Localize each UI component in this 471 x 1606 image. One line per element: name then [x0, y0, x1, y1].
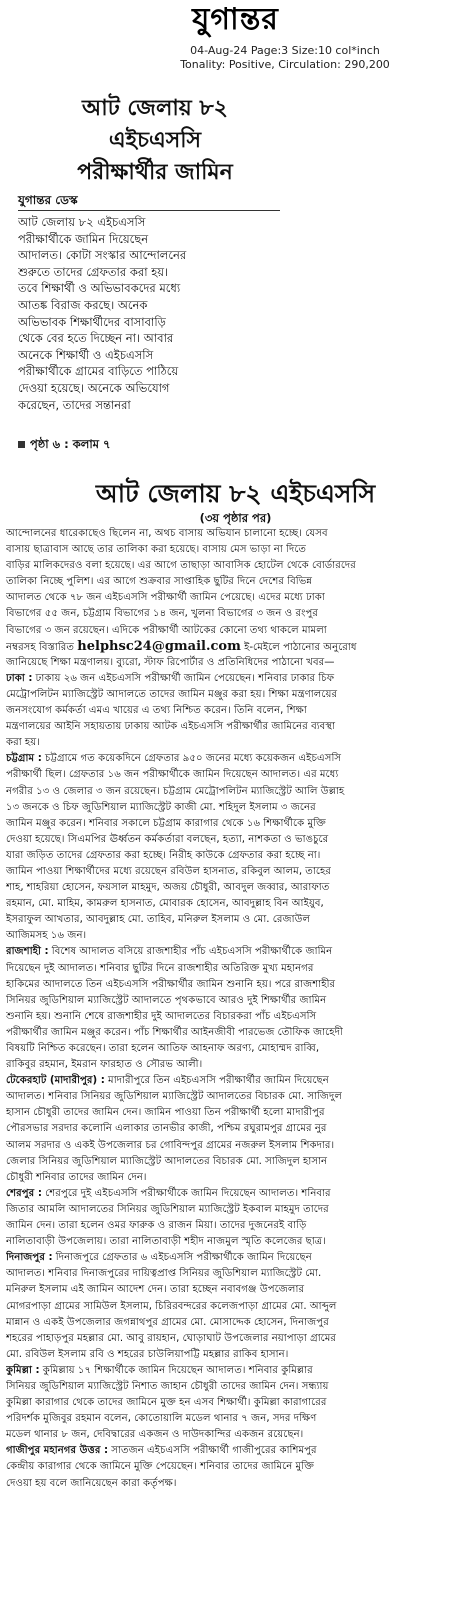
body-line — [6, 1331, 461, 1347]
body-text: ই-মেইলে পাঠানোর অনুরোধ — [240, 641, 357, 653]
body-line — [6, 816, 461, 832]
body-line — [6, 1073, 461, 1089]
section-dateline: রাজশাহী : — [6, 946, 49, 958]
section-dateline: ঢাকা : — [6, 672, 33, 684]
body-line — [6, 1234, 461, 1250]
lead-line: আতঙ্ক বিরাজ করছে। অনেক — [18, 297, 148, 312]
body-line — [6, 1459, 461, 1475]
meta-line-2: Tonality: Positive, Circulation: 290,200 — [180, 58, 390, 71]
clipping-meta — [120, 44, 450, 72]
body-text: ইসরাফুল আখতার, আবদুল্লাহ মো. তাহিব, মনিরুল ইসলাম ও মো. রেজাউল — [6, 914, 311, 926]
body-text: যারা জড়িত তাদের গ্রেফতার করা হচ্ছে। নিরীহ কাউকে গ্রেফতার করা হচ্ছে না। — [6, 849, 321, 861]
body-line — [6, 832, 461, 848]
body-text: বিশেষ আদালত বসিয়ে রাজশাহীর পাঁচ এইচএসসি পরীক্ষার্থীকে জামিন — [48, 946, 333, 958]
body-line — [6, 1154, 461, 1170]
body-line — [6, 1057, 461, 1073]
body-line — [6, 977, 461, 993]
body-line — [6, 784, 461, 800]
desk-byline: যুগান্তর ডেস্ক — [18, 193, 78, 207]
body-line — [6, 574, 461, 590]
body-text: সিনিয়র জুডিশিয়াল ম্যাজিস্ট্রেট নিশাত জাহান চৌধুরী তাদের জামিন দেন। সন্ধ্যায় — [6, 1380, 329, 1392]
body-text: কেন্দ্রীয় কারাগার থেকে জামিনে মুক্তি পেয়েছেন। শনিবার তাদের জামিনে মুক্তি — [6, 1461, 314, 1473]
body-text: চৌধুরী শনিবার তাদের জামিন দেন। — [6, 1171, 147, 1183]
lead-line: থেকে বের হতে দিচ্ছেন না। আবার — [18, 331, 174, 346]
masthead — [0, 0, 471, 40]
body-line — [6, 735, 461, 751]
body-text: মডেল থানার ৮ জন, দেবিদ্বারের একজন ও দাউদকান্দির একজন রয়েছেন। — [6, 1429, 304, 1441]
body-text: মেট্রোপলিটন ম্যাজিস্ট্রেট আদালতে তাদের জামিন মঞ্জুর করা হয়। শিক্ষা মন্ত্রণালয়ের — [6, 688, 338, 700]
divider — [18, 210, 280, 211]
body-text: জানিয়েছে শিক্ষা মন্ত্রণালয়। ব্যুরো, স্টাফ রিপোর্টার ও প্রতিনিধিদের পাঠানো খবর— — [6, 656, 335, 668]
section-dateline: টেকেরহাট (মাদারীপুর) : — [6, 1075, 105, 1087]
body-text: রহমান, মো. মাহিম, কামরুল হাসনাত, মোবারক হোসেন, আবদুল্লাহ বিন আইয়ুব, — [6, 898, 324, 910]
body-text: জনসংযোগ কর্মকর্তা এমএ খায়ের এ তথ্য নিশ্চিত করেন। তিনি বলেন, শিক্ষা — [6, 705, 307, 717]
lead-paragraph — [18, 214, 280, 413]
body-line — [6, 912, 461, 928]
body-text: আলম সরদার ও একই উপজেলার চর গোবিন্দপুর গ্রামের নজরুল ইসলাম শিকদার। — [6, 1139, 335, 1151]
body-line — [6, 703, 461, 719]
body-text: দেওয়া হয়েছে। সিএমপির ঊর্ধ্বতন কর্মকর্তারা বলছেন, হত্যা, নাশকতা ও ভাঙচুরে — [6, 833, 329, 845]
body-text: আদালত থেকে ৭৮ জন এইচএসসি পরীক্ষার্থী জামিন পেয়েছে। এদের মধ্যে ঢাকা — [6, 592, 325, 604]
body-line — [6, 1186, 461, 1202]
body-line — [6, 1315, 461, 1331]
lead-line: দেওয়া হয়েছে। অনেকে অভিযোগ — [18, 380, 170, 395]
square-bullet-icon — [18, 441, 25, 448]
continuation-headline: আট জেলায় ৮২ এইচএসসি — [95, 479, 376, 508]
body-line — [6, 1105, 461, 1121]
article-body — [6, 526, 461, 1492]
body-line — [6, 944, 461, 960]
body-text: মনিরুল ইসলাম এই জামিন আদেশ দেন। তারা হচ্ছেন নবাবগঞ্জ উপজেলার — [6, 1284, 305, 1296]
newspaper-logo: যুগান্তর — [192, 2, 279, 37]
lead-line: তবে শিক্ষার্থী ও অভিভাবকদের মধ্যে — [18, 281, 181, 296]
body-text: আন্দোলনের ধারেকাছেও ছিলেন না, অথচ বাসায় অভিযান চালানো হচ্ছে। যেসব — [6, 528, 328, 539]
body-text: কুমিল্লা কারাগার থেকে তাদের জামিনে মুক্ত হন এসব শিক্ষার্থী। কুমিল্লা কারাগারের — [6, 1397, 327, 1409]
body-text: হাকিমের আদালতে তিন এইচএসসি পরীক্ষার্থীর জামিন শুনানি হয়। পরে রাজশাহীর — [6, 978, 336, 990]
front-headline — [40, 92, 270, 188]
body-text: দেওয়া হয় বলে জানিয়েছেন কারা কর্তৃপক্ষ। — [6, 1477, 177, 1489]
body-line — [6, 655, 461, 671]
body-line — [6, 800, 461, 816]
body-line — [6, 526, 461, 542]
continued-from-label: (৩য় পৃষ্ঠার পর) — [199, 511, 272, 525]
body-line — [6, 1138, 461, 1154]
body-text: পৌরসভার সরদার কলোনি এলাকার তানভীর কাজী, পশ্চিম রঘুরামপুর গ্রামের নুর — [6, 1123, 327, 1135]
jump-reference — [18, 436, 111, 455]
body-text: নালিতাবাড়ী উপজেলায়। তারা নালিতাবাড়ী শহীদ নাজমুল স্মৃতি কলেজের ছাত্র। — [6, 1236, 326, 1248]
body-line — [6, 1041, 461, 1057]
jump-text: পৃষ্ঠা ৬ : কলাম ৭ — [30, 437, 111, 451]
body-line — [6, 1363, 461, 1379]
body-line — [6, 1089, 461, 1105]
body-text: চট্টগ্রামে গত কয়েকদিনে গ্রেফতার ৯৫০ জনের মধ্যে কয়েকজন এইচএসসি — [41, 753, 342, 765]
body-line — [6, 558, 461, 574]
body-line — [6, 639, 461, 655]
lead-line: আট জেলায় ৮২ এইচএসসি — [18, 215, 146, 229]
body-line — [6, 1218, 461, 1234]
section-dateline: দিনাজপুর : — [6, 1252, 53, 1264]
body-line — [6, 1347, 461, 1363]
body-text: সাতজন এইচএসসি পরীক্ষার্থী গাজীপুরের কাশিমপুর — [108, 1445, 317, 1457]
body-text: জামিন দেন। তারা হলেন ওমর ফারুক ও রাজন মিয়া। তাদের দুজনেরই বাড়ি — [6, 1220, 307, 1232]
body-text: শাহ, শাহরিয়া হোসেন, ফয়সাল মাহমুদ, অজয় চৌধুরী, আবদুল জব্বার, আরাফাত — [6, 882, 330, 894]
body-text: বিভাগের ৫৫ জন, চট্টগ্রাম বিভাগের ১৪ জন, খুলনা বিভাগের ৩ জন ও রংপুর — [6, 608, 318, 620]
body-line — [6, 1395, 461, 1411]
body-line — [6, 1009, 461, 1025]
body-line — [6, 993, 461, 1009]
body-line — [6, 542, 461, 558]
body-line — [6, 1202, 461, 1218]
meta-line-1: 04-Aug-24 Page:3 Size:10 col*inch — [190, 44, 380, 57]
body-line — [6, 896, 461, 912]
lead-line: করেছেন, তাদের সন্তানরা — [18, 397, 131, 412]
body-line — [6, 880, 461, 896]
body-line — [6, 961, 461, 977]
body-text: জামিন পাওয়া শিক্ষার্থীদের মধ্যে রয়েছেন রবিউল হাসনাত, রকিবুল আলম, তাহের — [6, 865, 331, 877]
body-line — [6, 1266, 461, 1282]
lead-line: পরীক্ষার্থীকে গ্রামের বাড়িতে পাঠিয়ে — [18, 364, 179, 379]
body-line — [6, 1299, 461, 1315]
front-headline-line: এইচএসসি — [108, 127, 202, 153]
lead-line: আদালত। কোটা সংস্কার আন্দোলনের — [18, 248, 187, 263]
body-line — [6, 623, 461, 639]
section-dateline: চট্টগ্রাম : — [6, 753, 42, 765]
body-text: মন্ত্রণালয়ের আইনি সহায়তায় ঢাকায় আটক এইচএসসি পরীক্ষার্থীর জামিনের ব্যবস্থা — [6, 721, 336, 733]
body-line — [6, 1170, 461, 1186]
body-text: নম্বরসহ বিস্তারিত — [6, 641, 75, 653]
body-text: ১৩ জনকে ও চিফ জুডিশিয়াল ম্যাজিস্ট্রেট কাজী মো. শহিদুল ইসলাম ৩ জনের — [6, 801, 316, 813]
body-text: কুমিল্লায় ১৭ শিক্ষার্থীকে জামিন দিয়েছেন আদালত। শনিবার কুমিল্লার — [39, 1364, 313, 1376]
body-text: বাড়ির মালিকদেরও বলা হয়েছে। এর আগে তাছাড়া আবাসিক হোটেল থেকে বোর্ডারদের — [6, 560, 356, 572]
email-address: helphsc24@gmail.com — [77, 638, 241, 654]
body-text: বিষয়টি নিশ্চিত করেছেন। তারা হলেন আতিফ আহনাফ অরণ্য, মোহাম্মদ রাব্বি, — [6, 1043, 320, 1054]
lead-line: পরীক্ষার্থীকে জামিন দিয়েছেন — [18, 231, 149, 246]
section-dateline: কুমিল্লা : — [6, 1364, 40, 1376]
body-line — [6, 1121, 461, 1137]
body-text: পরিদর্শক মুজিবুর রহমান বলেন, কোতোয়ালি মডেল থানার ৭ জন, সদর দক্ষিণ — [6, 1413, 317, 1425]
body-line — [6, 1411, 461, 1427]
body-text: দিয়েছেন দুই আদালত। শনিবার ছুটির দিনে রাজশাহীর অতিরিক্ত মুখ্য মহানগর — [6, 962, 314, 974]
section-dateline: গাজীপুর মহানগর উত্তর : — [6, 1445, 109, 1457]
body-text: সিনিয়র জুডিশিয়াল ম্যাজিস্ট্রেট আদালতে পৃথকভাবে আরও দুই শিক্ষার্থীর জামিন — [6, 994, 327, 1006]
body-text: তালিকা নিচ্ছে পুলিশ। এর আগে শুক্রবার সাপ্তাহিক ছুটির দিনে দেশের বিভিন্ন — [6, 576, 313, 588]
body-text: পরীক্ষার্থীর জামিন মঞ্জুর করেন। পাঁচ শিক্ষার্থীর আইনজীবী পারভেজ তৌফিক জাহেদী — [6, 1026, 343, 1038]
body-line — [6, 928, 461, 944]
body-text: হাসান চৌধুরী তাদের জামিন দেন। জামিন পাওয়া তিন পরীক্ষার্থী হলো মাদারীপুর — [6, 1107, 325, 1119]
body-text: করা হয়। — [6, 737, 40, 749]
body-line — [6, 719, 461, 735]
body-text: ঢাকায় ২৬ জন এইচএসসি পরীক্ষার্থী জামিন পেয়েছেন। শনিবার ঢাকার চিফ — [32, 672, 335, 684]
front-headline-line: আট জেলায় ৮২ — [82, 95, 228, 121]
body-text: আদালত। শনিবার সিনিয়র জুডিশিয়াল ম্যাজিস্ট্রেট আদালতের বিচারক মো. সাজিদুল — [6, 1091, 342, 1103]
body-line — [6, 671, 461, 687]
body-text: জেলার সিনিয়র জুডিশিয়াল ম্যাজিস্ট্রেট আদালতের বিচারক মো. সাজিদুল হাসান — [6, 1155, 328, 1167]
body-text: মো. রবিউল ইসলাম রবি ও শহরের চাউলিয়াপট্টি মহল্লার রাকিব হাসান। — [6, 1348, 289, 1360]
body-line — [6, 864, 461, 880]
body-text: পরীক্ষার্থী ছিল। গ্রেফতার ১৬ জন পরীক্ষার্থীকে জামিন দিয়েছেন আদালত। এর মধ্যে — [6, 769, 339, 781]
body-line — [6, 1282, 461, 1298]
body-text: মাদারীপুরে তিন এইচএসসি পরীক্ষার্থীর জামিন দিয়েছেন — [104, 1075, 329, 1087]
body-line — [6, 606, 461, 622]
body-line — [6, 687, 461, 703]
body-text: আজিমসহ ১৬ জন। — [6, 930, 87, 942]
body-text: শেরপুরে দুই এইচএসসি পরীক্ষার্থীকে জামিন দিয়েছেন আদালত। শনিবার — [41, 1187, 331, 1199]
body-line — [6, 590, 461, 606]
front-headline-line: পরীক্ষার্থীর জামিন — [77, 159, 233, 185]
body-text: রাকিবুর রহমান, ইমরান ফারহাত ও সৌরভ আলী। — [6, 1059, 203, 1071]
lead-line: অভিভাবক শিক্ষার্থীদের বাসাবাড়ি — [18, 314, 166, 329]
body-line — [6, 1025, 461, 1041]
body-text: মান্নান ও একই উপজেলার জগন্নাথপুর গ্রামের মো. মোসাদ্দেক হোসেন, দিনাজপুর — [6, 1316, 329, 1328]
body-line — [6, 848, 461, 864]
body-line — [6, 1427, 461, 1443]
lead-line: অনেকে শিক্ষার্থী ও এইচএসসি — [18, 347, 154, 362]
body-text: শুনানি হয়। শুনানি শেষে রাজশাহীর দুই আদালতের বিচারকরা পাঁচ এইচএসসি — [6, 1010, 317, 1022]
body-text: আদালত। শনিবার দিনাজপুরের দায়িত্বপ্রাপ্ত সিনিয়র জুডিশিয়াল ম্যাজিস্ট্রেট মো. — [6, 1268, 322, 1280]
body-line — [6, 1379, 461, 1395]
body-line — [6, 1476, 461, 1492]
body-text: বিভাগের ৩ জন রয়েছেন। এদিকে পরীক্ষার্থী আটকের কোনো তথ্য থাকলে মামলা — [6, 624, 327, 636]
body-text: শহরের পাহাড়পুর মহল্লার মো. আবু রায়হান, ঘোড়াঘাট উপজেলার নয়াপাড়া গ্রামের — [6, 1332, 337, 1344]
body-text: মোগরপাড়া গ্রামের সামিউল ইসলাম, চিরিরবন্দরের কলেজপাড়া গ্রামের মো. আব্দুল — [6, 1300, 337, 1312]
body-line — [6, 767, 461, 783]
section-dateline: শেরপুর : — [6, 1187, 42, 1199]
body-line — [6, 1443, 461, 1459]
body-text: দিনাজপুরে গ্রেফতার ৬ এইচএসসি পরীক্ষার্থীকে জামিন দিয়েছেন — [52, 1252, 312, 1264]
body-line — [6, 751, 461, 767]
body-text: জামিন মঞ্জুর করেন। শনিবার সকালে চট্টগ্রাম কারাগার থেকে ১৬ শিক্ষার্থীকে মুক্তি — [6, 817, 326, 829]
lead-line: শুরুতে তাদের গ্রেফতার করা হয়। — [18, 264, 169, 279]
body-text: বাসায় ছাত্রাবাস আছে তার তালিকা করা হয়েছে। বাসায় মেস ভাড়া না দিতে — [6, 544, 307, 556]
body-line — [6, 1250, 461, 1266]
body-text: নগরীর ১৩ ও জেলার ৩ জন রয়েছেন। চট্টগ্রাম মেট্রোপলিটন ম্যাজিস্ট্রেট আলি উল্লাহ — [6, 785, 345, 797]
body-text: জিতার আমলি আদালতের সিনিয়র জুডিশিয়াল ম্যাজিস্ট্রেট ইকবাল মাহমুদ তাদের — [6, 1203, 329, 1215]
